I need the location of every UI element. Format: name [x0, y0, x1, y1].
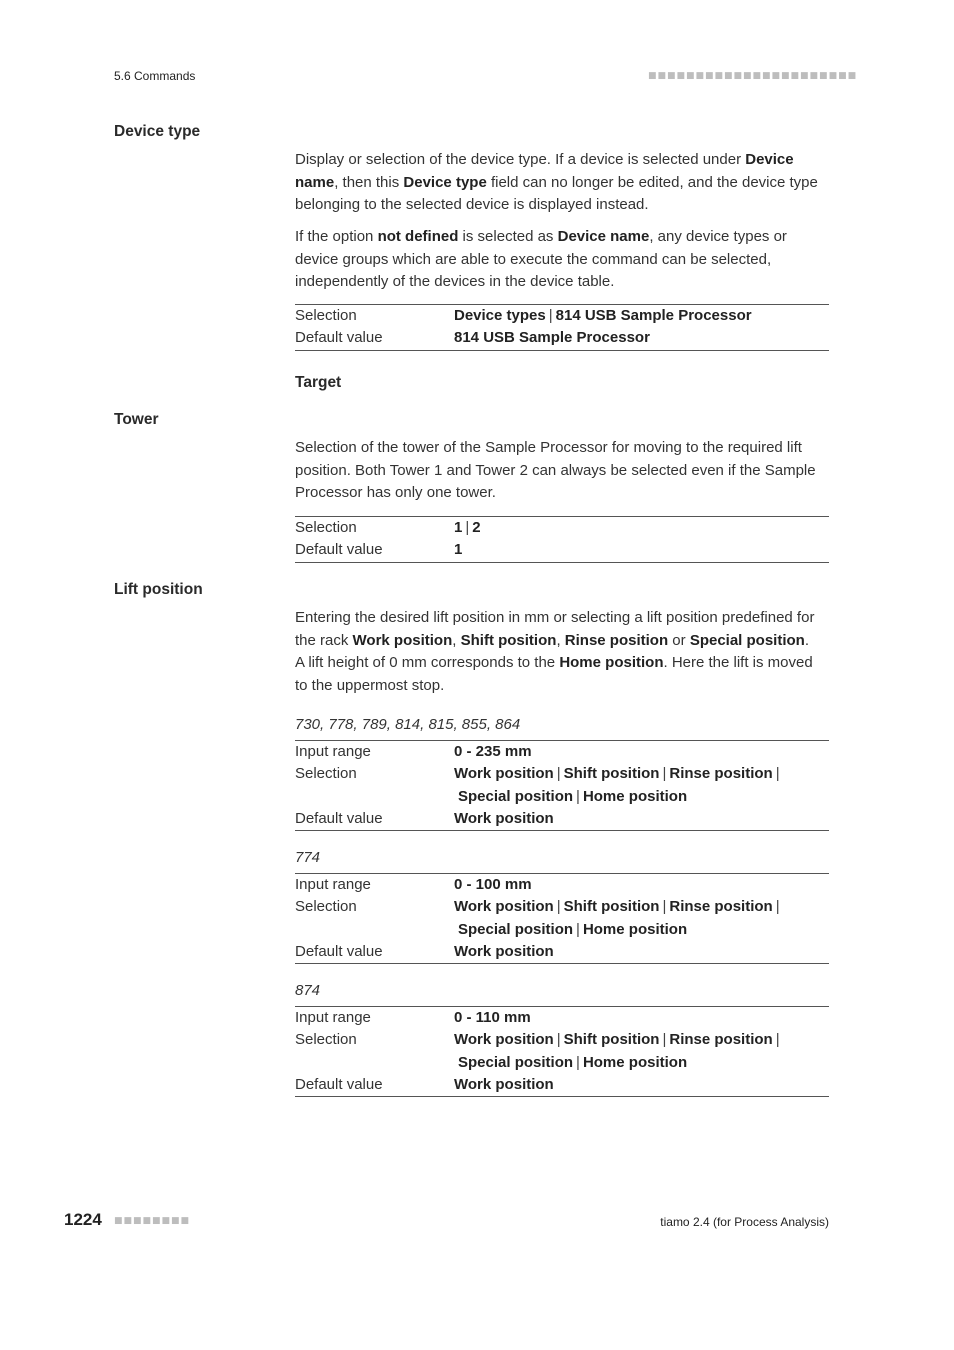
device-type-table [295, 304, 829, 351]
subsection-title-target: Target [295, 374, 342, 391]
table-row [295, 305, 829, 327]
row-label: Default value [295, 541, 383, 559]
row-label: Selection [295, 307, 357, 324]
row-value: Work position | Shift position | Rinse position | [454, 1031, 780, 1049]
header-decoration: ■■■■■■■■■■■■■■■■■■■■■■ [648, 71, 858, 81]
device-type-paragraph-2: If the option not defined is selected as Device name, any device types or device groups which are able to execute the command can be selected, independently of the devices in the device table. [295, 228, 787, 290]
row-label: Default value [295, 329, 383, 347]
running-header-section: 5.6 Commands [114, 69, 196, 83]
row-label: Input range [295, 743, 371, 760]
row-value: 814 USB Sample Processor [454, 329, 650, 347]
row-value: 0 - 100 mm [454, 876, 532, 893]
row-label: Selection [295, 1031, 357, 1049]
footer-product-name: tiamo 2.4 (for Process Analysis) [660, 1215, 829, 1229]
table-row [295, 786, 829, 808]
row-value: Special position | Home position [458, 1053, 688, 1071]
page-number: 1224 [64, 1210, 102, 1229]
row-value: Work position [454, 942, 554, 960]
device-type-paragraph-1: Display or selection of the device type. If a device is selected under Device name, then this Device type field can no longer be edited, and the device type belonging to the selected device is displayed instead. [295, 151, 818, 213]
row-label: Default value [295, 809, 383, 827]
table-row [295, 919, 829, 941]
table-row [295, 1052, 829, 1074]
row-value: Work position [454, 1075, 554, 1093]
row-label: Input range [295, 1009, 371, 1026]
table-row [295, 741, 829, 763]
row-value: 0 - 110 mm [454, 1009, 531, 1026]
table-row [295, 539, 829, 561]
lift-position-paragraph: Entering the desired lift position in mm or selecting a lift position predefined for the rack Work position, Shift position, Rinse position or Special position. A lift height of 0 mm corresponds to the Home position. Here the lift is moved to the uppermost stop. [295, 609, 815, 694]
table-row [295, 941, 829, 963]
model-list-label: 774 [295, 849, 321, 866]
row-label: Selection [295, 765, 357, 783]
row-label: Input range [295, 876, 371, 893]
row-label: Selection [295, 519, 357, 536]
tower-table [295, 516, 829, 563]
lift-table-model-group-3 [295, 1006, 829, 1097]
table-row [295, 327, 829, 349]
row-value: Work position | Shift position | Rinse position | [454, 765, 780, 783]
row-value: 1 | 2 [454, 519, 481, 536]
row-value: Work position [454, 809, 554, 827]
table-row [295, 808, 829, 830]
model-list-label: 730, 778, 789, 814, 815, 855, 864 [295, 716, 521, 733]
row-label: Default value [295, 1075, 383, 1093]
table-row [295, 1074, 829, 1096]
row-label: Default value [295, 942, 383, 960]
row-value: Work position | Shift position | Rinse position | [454, 898, 780, 916]
row-value: Special position | Home position [458, 787, 688, 805]
tower-paragraph: Selection of the tower of the Sample Processor for moving to the required lift position. Both Tower 1 and Tower 2 can always be selected even if the Sample Processor has only one tower. [295, 439, 816, 501]
row-label: Selection [295, 898, 357, 916]
table-row [295, 763, 829, 785]
section-title-lift-position: Lift position [114, 581, 203, 598]
table-row [295, 896, 829, 918]
model-list-label: 874 [295, 982, 321, 999]
table-row [295, 517, 829, 539]
row-value: 1 [454, 541, 463, 559]
lift-table-model-group-1 [295, 740, 829, 831]
table-row [295, 1007, 829, 1029]
section-title-tower: Tower [114, 411, 159, 428]
row-value: 0 - 235 mm [454, 743, 532, 760]
row-value: Device types | 814 USB Sample Processor [454, 307, 752, 324]
row-value: Special position | Home position [458, 920, 688, 938]
table-row [295, 1029, 829, 1051]
section-title-device-type: Device type [114, 123, 201, 140]
lift-table-model-group-2 [295, 873, 829, 964]
footer-decoration: ■■■■■■■■ [114, 1216, 191, 1226]
table-row [295, 874, 829, 896]
